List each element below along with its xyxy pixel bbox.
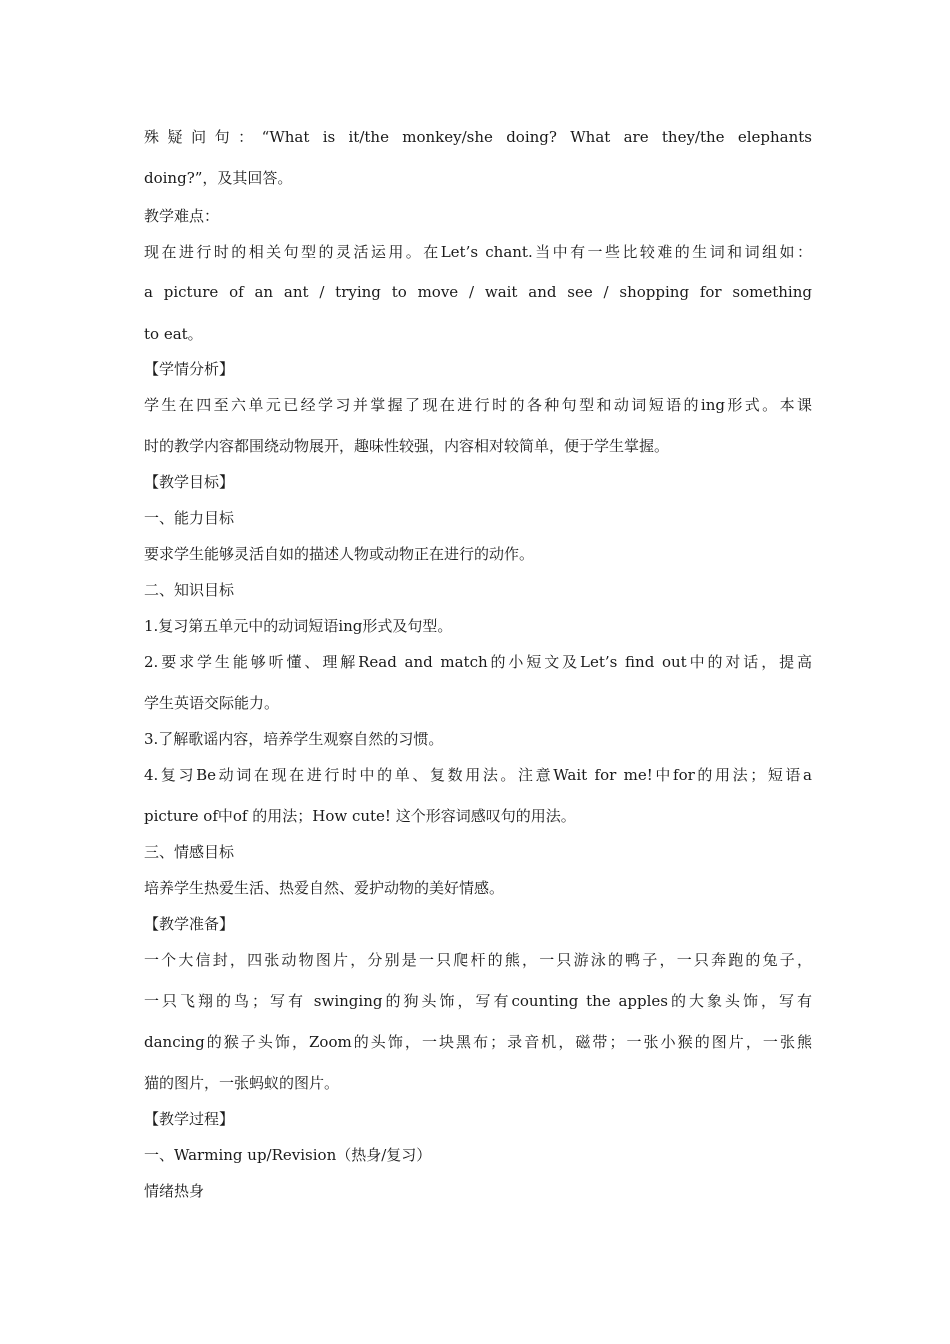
list-item-4: 4.复习Be动词在现在进行时中的单、复数用法。注意Wait for me!中for的用法；短语a: [144, 766, 812, 784]
heading-teaching-difficulty: 教学难点：: [144, 207, 220, 225]
text-line-8: 学生在四至六单元已经学习并掌握了现在进行时的各种句型和动词短语的ing形式。本课: [144, 396, 812, 414]
text-line-5: a picture of an ant / trying to move / wait and see / shopping for something: [144, 283, 812, 301]
text-line-9: 时的教学内容都围绕动物展开，趣味性较强，内容相对较简单，便于学生掌握。: [144, 437, 670, 455]
text-line-2: doing?”，及其回答。: [144, 169, 293, 187]
section-heading-teaching-goals: 【教学目标】: [144, 473, 235, 491]
text-line-26: 猫的图片，一张蚂蚁的图片。: [144, 1074, 340, 1092]
section-heading-preparation: 【教学准备】: [144, 915, 235, 933]
text-line-12: 要求学生能够灵活自如的描述人物或动物正在进行的动作。: [144, 545, 535, 563]
list-item-2: 2.要求学生能够听懂、理解Read and match的小短文及Let’s find out中的对话，提高: [144, 653, 812, 671]
text-line-4: 现在进行时的相关句型的灵活运用。在Let’s chant.当中有一些比较难的生词和词组如：: [144, 243, 812, 261]
text-line-21: 培养学生热爱生活、热爱自然、爱护动物的美好情感。: [144, 879, 505, 897]
list-item-3: 3.了解歌谣内容，培养学生观察自然的习惯。: [144, 730, 444, 748]
text-line-1: 殊疑问句：“What is it/the monkey/she doing? What are they/the elephants: [144, 128, 812, 146]
section-heading-student-analysis: 【学情分析】: [144, 360, 235, 378]
list-item-1: 1.复习第五单元中的动词短语ing形式及句型。: [144, 617, 453, 635]
text-line-23: 一个大信封，四张动物图片，分别是一只爬杆的熊，一只游泳的鸭子，一只奔跑的兔子，: [144, 951, 812, 969]
subheading-knowledge-goals: 二、知识目标: [144, 581, 235, 599]
subheading-ability-goals: 一、能力目标: [144, 509, 235, 527]
subheading-warming-up: 一、Warming up/Revision（热身/复习）: [144, 1146, 432, 1164]
text-line-29: 情绪热身: [144, 1182, 205, 1200]
subheading-emotion-goals: 三、情感目标: [144, 843, 235, 861]
text-line-6: to eat。: [144, 325, 203, 343]
section-heading-process: 【教学过程】: [144, 1110, 235, 1128]
text-line-19: picture of中of 的用法；How cute! 这个形容词感叹句的用法。: [144, 807, 576, 825]
text-line-24: 一只飞翔的鸟；写有 swinging的狗头饰，写有counting the apples的大象头饰，写有: [144, 992, 812, 1010]
text-line-16: 学生英语交际能力。: [144, 694, 280, 712]
text-line-25: dancing的猴子头饰，Zoom的头饰，一块黑布；录音机，磁带；一张小猴的图片，一张熊: [144, 1033, 812, 1051]
